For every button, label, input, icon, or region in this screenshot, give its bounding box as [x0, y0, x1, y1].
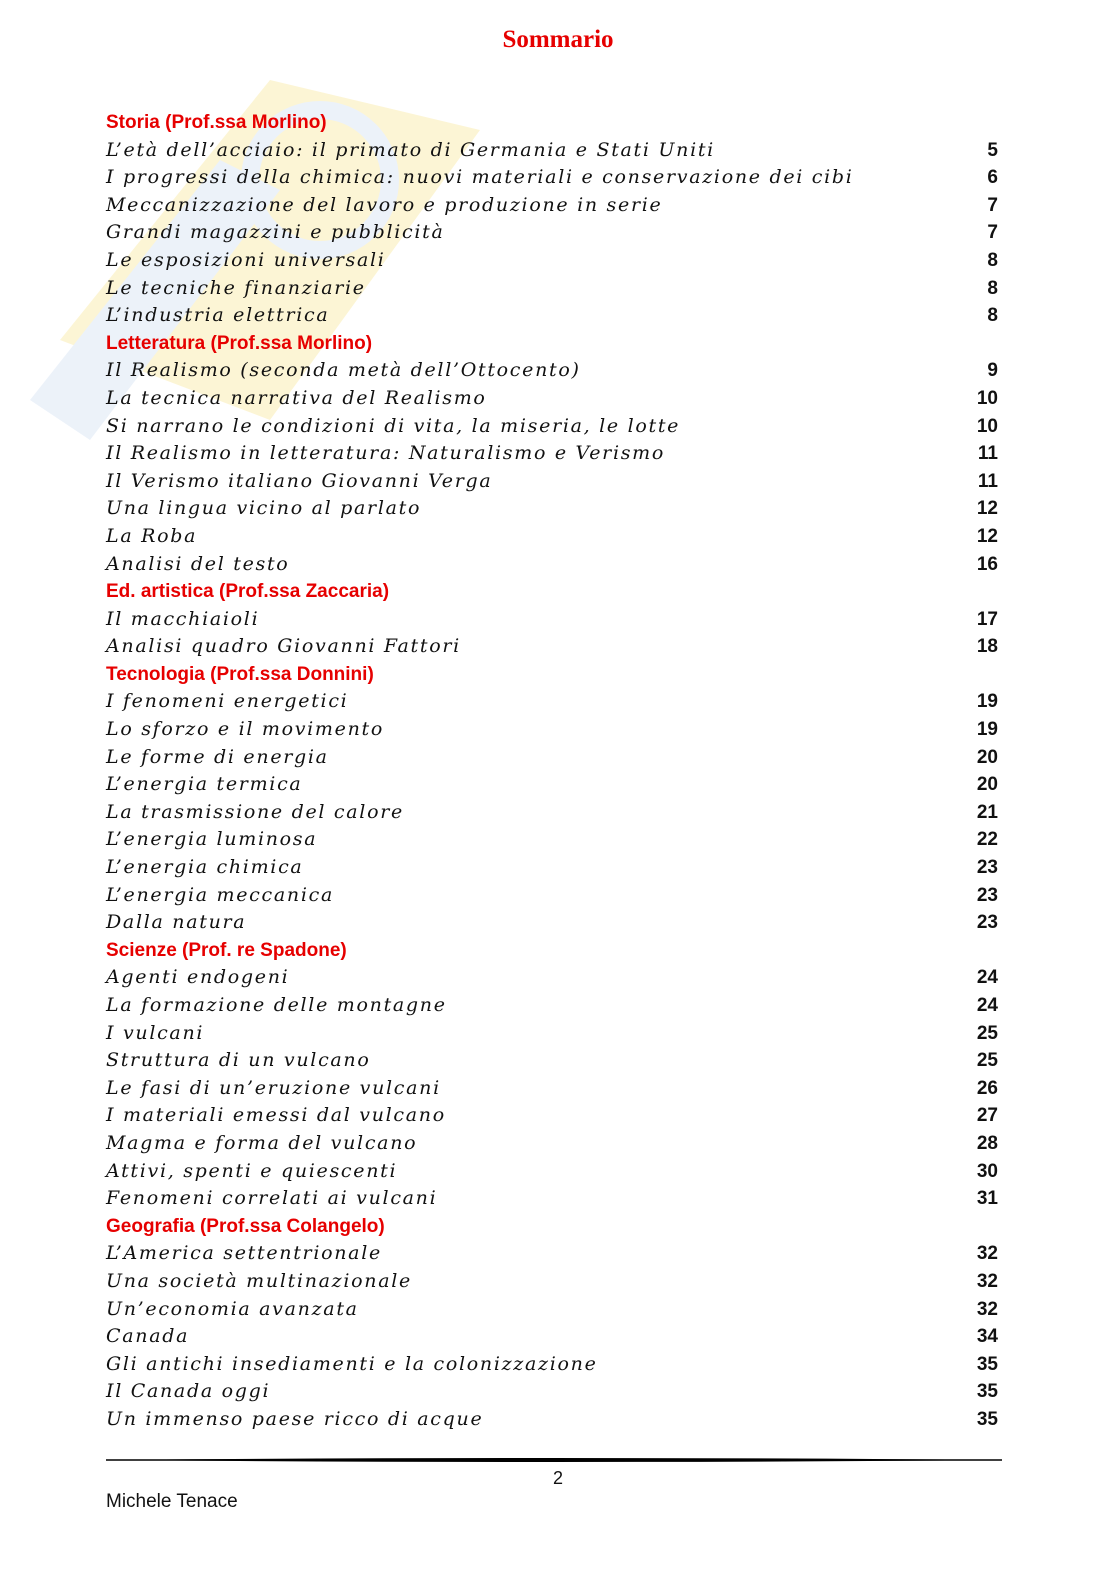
toc-entry-title: La Roba [106, 524, 198, 547]
toc-entry-title: Magma e forma del vulcano [106, 1131, 418, 1154]
toc-entry-page: 23 [976, 884, 998, 906]
footer-author: Michele Tenace [106, 1491, 238, 1512]
toc-entry-page: 20 [976, 774, 998, 796]
toc-entry [106, 1020, 998, 1048]
toc-entry-page: 23 [976, 857, 998, 879]
toc-entry-title: I vulcani [106, 1021, 205, 1044]
toc-entry-title: Canada [106, 1325, 190, 1348]
toc-entry-title: Si narrano le condizioni di vita, la miseria, le lotte [106, 414, 681, 437]
toc-entry-page: 32 [976, 1243, 998, 1265]
toc-entry [106, 551, 998, 579]
section-heading [106, 937, 998, 965]
toc-entry-page: 20 [976, 746, 998, 768]
toc-entry [106, 744, 998, 772]
toc-entry-title: L’età dell’acciaio: il primato di Germania e Stati Uniti [106, 138, 715, 161]
toc-entry-page: 31 [976, 1188, 998, 1210]
toc-entry [106, 716, 998, 744]
toc-entry [106, 1406, 998, 1434]
toc-entry-title: Le esposizioni universali [106, 248, 386, 271]
toc-entry [106, 468, 998, 496]
section-heading [106, 109, 998, 137]
toc-entry-title: Dalla natura [106, 911, 247, 934]
toc-entry [106, 1351, 998, 1379]
footer-divider [106, 1454, 1002, 1466]
toc-entry-page: 12 [976, 498, 998, 520]
toc-entry-page: 17 [976, 608, 998, 630]
section-heading-label: Letteratura (Prof.ssa Morlino) [106, 332, 373, 354]
toc-entry [106, 413, 998, 441]
toc-entry-title: Le fasi di un’eruzione vulcani [106, 1076, 441, 1099]
toc-entry-title: Le tecniche finanziarie [106, 276, 366, 299]
toc-entry-title: Una società multinazionale [106, 1269, 412, 1292]
toc-entry [106, 964, 998, 992]
table-of-contents [106, 109, 998, 1434]
toc-entry-page: 10 [976, 387, 998, 409]
toc-entry [106, 909, 998, 937]
toc-entry-page: 18 [976, 636, 998, 658]
toc-entry-title: Il Realismo (seconda metà dell’Ottocento) [106, 359, 581, 382]
toc-entry-page: 8 [987, 277, 998, 299]
toc-entry-page: 32 [976, 1270, 998, 1292]
toc-entry-title: Grandi magazzini e pubblicità [106, 221, 445, 244]
toc-entry-page: 11 [977, 470, 998, 492]
toc-entry-page: 28 [976, 1132, 998, 1154]
toc-entry-page: 35 [976, 1353, 998, 1375]
toc-entry-page: 30 [976, 1160, 998, 1182]
toc-entry-title: Il Canada oggi [106, 1380, 271, 1403]
section-heading-label: Ed. artistica (Prof.ssa Zaccaria) [106, 581, 390, 603]
toc-entry [106, 1075, 998, 1103]
toc-entry [106, 385, 998, 413]
toc-entry-page: 10 [976, 415, 998, 437]
toc-entry-title: Analisi quadro Giovanni Fattori [106, 635, 461, 658]
toc-entry [106, 1047, 998, 1075]
toc-entry-title: Un immenso paese ricco di acque [106, 1407, 484, 1430]
page-title: Sommario [502, 26, 614, 53]
toc-entry-title: Meccanizzazione del lavoro e produzione in serie [106, 193, 663, 216]
toc-entry-title: I materiali emessi dal vulcano [106, 1104, 446, 1127]
toc-entry-page: 26 [976, 1077, 998, 1099]
toc-entry-title: I progressi della chimica: nuovi materiali e conservazione dei cibi [106, 166, 854, 189]
toc-entry [106, 882, 998, 910]
toc-entry [106, 495, 998, 523]
section-heading [106, 1213, 998, 1241]
toc-entry-page: 9 [987, 360, 998, 382]
toc-entry-page: 24 [976, 967, 998, 989]
toc-entry [106, 1130, 998, 1158]
toc-entry [106, 771, 998, 799]
toc-entry-title: La tecnica narrativa del Realismo [106, 386, 487, 409]
toc-entry-title: Fenomeni correlati ai vulcani [106, 1187, 438, 1210]
toc-entry-title: L’energia chimica [106, 856, 304, 879]
toc-entry-title: La trasmissione del calore [106, 800, 404, 823]
toc-entry [106, 1378, 998, 1406]
toc-entry [106, 633, 998, 661]
toc-entry-page: 27 [976, 1105, 998, 1127]
toc-entry [106, 1240, 998, 1268]
toc-entry [106, 523, 998, 551]
toc-entry [106, 1185, 998, 1213]
toc-entry-title: L’industria elettrica [106, 304, 330, 327]
toc-entry-title: L’energia luminosa [106, 828, 318, 851]
toc-entry [106, 799, 998, 827]
toc-entry-title: Analisi del testo [106, 552, 290, 575]
toc-entry-title: La formazione delle montagne [106, 994, 447, 1016]
toc-entry-title: L’energia meccanica [106, 883, 334, 906]
section-heading [106, 661, 998, 689]
toc-entry-title: Gli antichi insediamenti e la colonizzazione [106, 1352, 598, 1375]
toc-entry-title: Agenti endogeni [106, 966, 290, 989]
toc-entry-page: 8 [987, 305, 998, 327]
toc-entry-title: Le forme di energia [106, 745, 329, 768]
toc-entry-page: 25 [976, 1022, 998, 1044]
toc-entry [106, 1102, 998, 1130]
toc-entry-page: 11 [977, 443, 998, 465]
toc-entry-page: 12 [976, 525, 998, 547]
toc-entry [106, 688, 998, 716]
toc-entry-title: Il Verismo italiano Giovanni Verga [106, 469, 493, 492]
section-heading-label: Geografia (Prof.ssa Colangelo) [106, 1215, 385, 1237]
toc-entry-title: Il Realismo in letteratura: Naturalismo e Verismo [106, 442, 666, 465]
toc-entry-title: I fenomeni energetici [106, 690, 349, 713]
toc-entry-title: Lo sforzo e il movimento [106, 718, 385, 741]
toc-entry-title: Un’economia avanzata [106, 1297, 359, 1320]
toc-entry-page: 32 [976, 1298, 998, 1320]
toc-entry-page: 25 [976, 1050, 998, 1072]
toc-entry [106, 1323, 998, 1351]
toc-entry-title: Il macchiaioli [106, 607, 260, 630]
toc-entry-title: Struttura di un vulcano [106, 1049, 371, 1072]
section-heading-label: Scienze (Prof. re Spadone) [106, 939, 347, 961]
page-number: 2 [552, 1468, 563, 1488]
toc-entry [106, 275, 998, 303]
toc-entry-page: 16 [976, 553, 998, 575]
toc-entry [106, 1268, 998, 1296]
section-heading-label: Storia (Prof.ssa Morlino) [106, 112, 327, 133]
toc-entry [106, 854, 998, 882]
toc-entry [106, 606, 998, 634]
toc-entry [106, 219, 998, 247]
toc-entry [106, 192, 998, 220]
section-heading-label: Tecnologia (Prof.ssa Donnini) [106, 663, 374, 685]
toc-entry-page: 7 [987, 222, 998, 244]
toc-entry-page: 19 [976, 691, 998, 713]
toc-entry-page: 35 [976, 1381, 998, 1403]
toc-entry-page: 19 [976, 719, 998, 741]
toc-entry [106, 1296, 998, 1324]
toc-entry [106, 137, 998, 165]
toc-entry-page: 22 [976, 829, 998, 851]
toc-entry-page: 5 [987, 139, 998, 161]
toc-entry-page: 21 [976, 801, 998, 823]
toc-entry-page: 24 [976, 995, 998, 1016]
toc-entry [106, 992, 998, 1020]
toc-entry-page: 23 [976, 912, 998, 934]
toc-entry [106, 440, 998, 468]
toc-entry-page: 6 [987, 167, 998, 189]
toc-entry-title: L’America settentrionale [106, 1242, 382, 1265]
toc-entry-title: Attivi, spenti e quiescenti [106, 1159, 398, 1182]
toc-entry [106, 1158, 998, 1186]
section-heading [106, 578, 998, 606]
toc-entry [106, 247, 998, 275]
toc-entry-page: 35 [976, 1408, 998, 1430]
section-heading [106, 330, 998, 358]
toc-entry-title: Una lingua vicino al parlato [106, 497, 422, 520]
toc-entry-title: L’energia termica [106, 773, 303, 796]
toc-entry-page: 34 [976, 1326, 998, 1348]
toc-entry [106, 357, 998, 385]
toc-entry [106, 302, 998, 330]
toc-entry [106, 826, 998, 854]
toc-entry-page: 7 [987, 194, 998, 216]
toc-entry-page: 8 [987, 249, 998, 271]
toc-entry [106, 164, 998, 192]
